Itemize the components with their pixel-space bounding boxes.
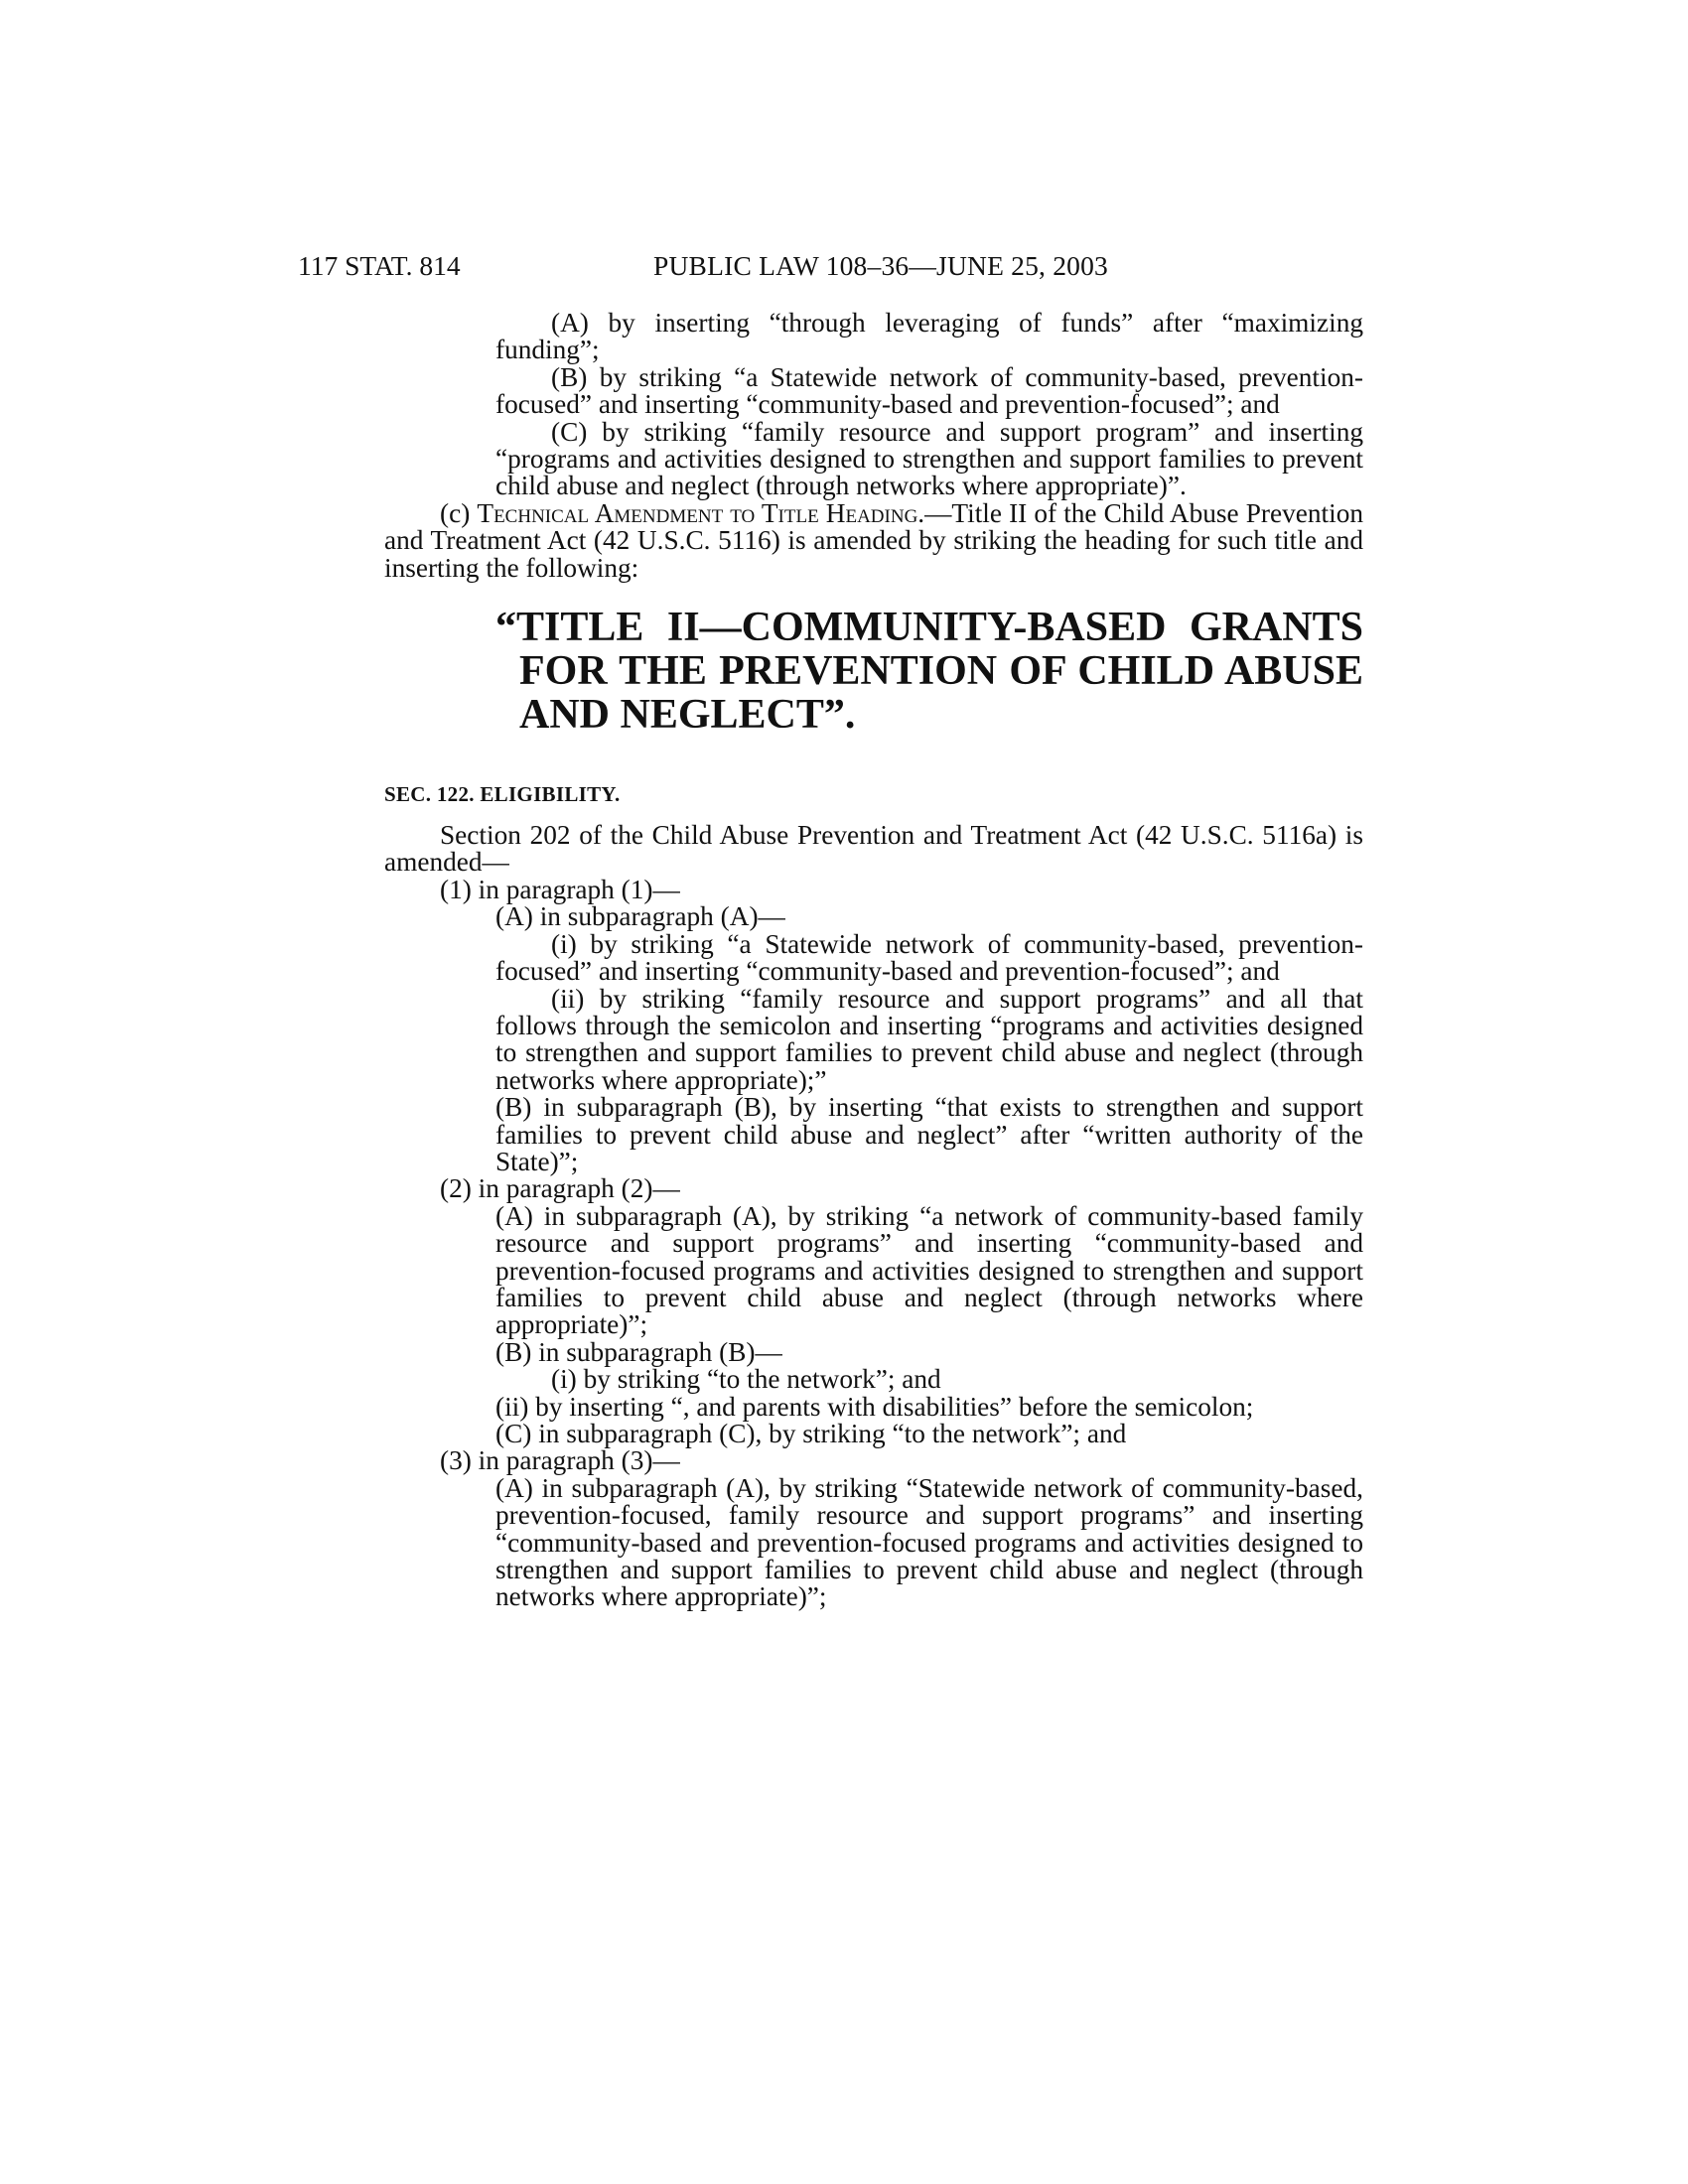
paragraph-text: .—Title II of the Child Abuse Prevention and Treatment Act (42 U.S.C. 5116) is amended by striking the heading for such title and inserting the following: xyxy=(384,497,1363,583)
amendment-item-A: (A) by inserting “through leveraging of funds” after “maximizing funding”; xyxy=(495,308,1363,365)
paragraph-label: (c) xyxy=(440,497,478,528)
public-law-citation: PUBLIC LAW 108–36—JUNE 25, 2003 xyxy=(653,250,1109,281)
technical-amendment-paragraph xyxy=(384,497,1363,583)
section-heading: SEC. 122. ELIGIBILITY. xyxy=(384,782,621,807)
clause-1Aii: (ii) by striking “family resource and support programs” and all that follows through the semicolon and inserting “programs and activities designed to strengthen and support families to prevent child abuse and neglect (through networks where appropriate);” xyxy=(495,983,1363,1095)
paragraph-3: (3) in paragraph (3)— xyxy=(440,1445,680,1476)
page-body xyxy=(384,308,1363,1612)
clause-2Bii: (ii) by inserting “, and parents with disabilities” before the semicolon; xyxy=(495,1391,1254,1422)
subparagraph-2B: (B) in subparagraph (B)— xyxy=(495,1336,782,1367)
amendment-item-C: (C) by striking “family resource and support program” and inserting “programs and activities designed to strengthen and support families to prevent child abuse and neglect (through networks where appropriate)”. xyxy=(495,416,1363,501)
running-head xyxy=(298,250,1370,290)
paragraph-caption: Technical Amendment to Title Heading xyxy=(477,497,918,528)
amendment-item-B: (B) by striking “a Statewide network of community-based, prevention-focused” and inserting “community-based and prevention-focused”; and xyxy=(495,361,1363,420)
statute-page-number: 117 STAT. 814 xyxy=(298,250,461,281)
subparagraph-1B: (B) in subparagraph (B), by inserting “that exists to strengthen and support families to prevent child abuse and neglect” after “written authority of the State)”; xyxy=(495,1092,1363,1176)
paragraph-2: (2) in paragraph (2)— xyxy=(440,1173,680,1204)
subparagraph-2A: (A) in subparagraph (A), by striking “a network of community-based family resource and support programs” and inserting “community-based and prevention-focused programs and activities designed to strengthen and support families to prevent child abuse and neglect (through networks where appropriate)”; xyxy=(495,1200,1363,1340)
subparagraph-2C: (C) in subparagraph (C), by striking “to the network”; and xyxy=(495,1419,1127,1448)
subparagraph-3A: (A) in subparagraph (A), by striking “Statewide network of community-based, prevention-focused, family resource and support programs” and inserting “community-based and prevention-focused programs and activities designed to strengthen and support families to prevent child abuse and neglect (through networks where appropriate)”; xyxy=(495,1472,1363,1612)
title-heading: “TITLE II—COMMUNITY-BASED GRANTS FOR THE PREVENTION OF CHILD ABUSE AND NEGLECT”. xyxy=(495,605,1363,739)
section-intro: Section 202 of the Child Abuse Prevention and Treatment Act (42 U.S.C. 5116a) is amended— xyxy=(384,820,1363,878)
paragraph-1: (1) in paragraph (1)— xyxy=(440,874,680,904)
subparagraph-1A: (A) in subparagraph (A)— xyxy=(495,901,785,932)
clause-1Ai: (i) by striking “a Statewide network of community-based, prevention-focused” and inserting “community-based and prevention-focused”; and xyxy=(495,928,1363,987)
clause-2Bi: (i) by striking “to the network”; and xyxy=(551,1364,941,1395)
